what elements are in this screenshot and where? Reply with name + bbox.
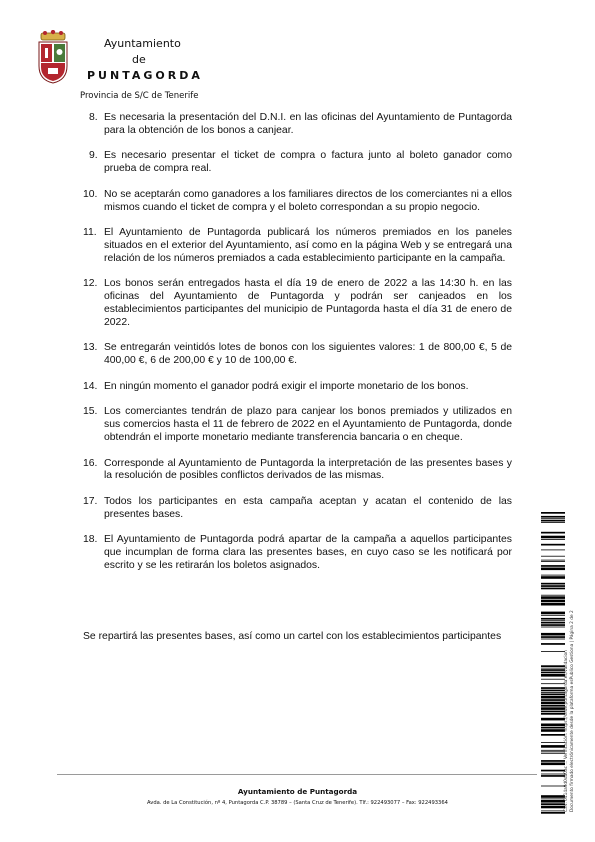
barcode-stripe — [541, 600, 565, 603]
barcode-stripe — [541, 512, 565, 514]
barcode-stripe — [541, 690, 565, 692]
barcode-stripe — [541, 727, 565, 729]
barcode-stripe — [541, 683, 565, 684]
barcode-stripe — [541, 603, 565, 606]
clause-item — [83, 495, 512, 522]
barcode-stripe — [541, 669, 565, 671]
barcode-stripe — [541, 585, 565, 587]
clause-number: 9. — [89, 150, 98, 162]
barcode-stripe — [541, 596, 565, 599]
barcode-stripe — [541, 674, 565, 677]
barcode-stripe — [541, 618, 565, 620]
barcode-stripe — [541, 622, 565, 624]
barcode-stripe — [541, 702, 565, 705]
barcode-stripe — [541, 786, 565, 787]
barcode-stripe — [541, 568, 565, 571]
clause-text: Corresponde al Ayuntamiento de Puntagorda la interpretación de las presentes bases y la resolución de posibles conflictos derivados de las mismas. — [104, 457, 512, 482]
clause-number: 13. — [83, 342, 98, 354]
barcode-stripe — [541, 575, 565, 576]
barcode-stripe — [541, 544, 565, 546]
barcode-stripe — [541, 583, 565, 585]
clause-number: 12. — [83, 278, 98, 290]
barcode-stripe — [541, 565, 565, 567]
clause-number: 10. — [83, 188, 98, 200]
barcode-stripe — [541, 694, 565, 696]
barcode-stripe — [541, 713, 565, 715]
barcode-stripe — [541, 539, 565, 540]
clause-item — [83, 380, 512, 394]
barcode-stripe — [541, 620, 565, 621]
barcode-stripe — [541, 532, 565, 534]
barcode-stripe — [541, 692, 565, 693]
barcode-stripe — [541, 795, 565, 798]
clause-item — [83, 457, 512, 484]
verification-line-1: CSV: 0414a9d0da0ac ... Verificación: https://sede.puntagorda.es/validacion — [564, 650, 569, 812]
barcode-stripe — [541, 576, 565, 579]
clause-number: 18. — [83, 534, 98, 546]
org-name-line2: de — [132, 53, 146, 66]
clause-item — [83, 342, 512, 368]
barcode-stripe — [541, 800, 565, 803]
clause-text: El Ayuntamiento de Puntagorda podrá apartar de la campaña a aquellos participantes que incumplan de forma clara las presentes bases, en cuyo caso se les notificará por escrito y se les retirarán los boletos asignados. — [104, 534, 512, 571]
barcode-stripe — [541, 516, 565, 518]
barcode-stripe — [541, 812, 565, 814]
verification-line-2: Documento firmado electrónicamente desde la plataforma esPublico Gestiona | Página 2 de 2 — [570, 610, 575, 812]
barcode-stripe — [541, 742, 565, 743]
closing-paragraph: Se repartirá las presentes bases, así como un cartel con los establecimientos participantes — [83, 631, 502, 642]
barcode-stripe — [541, 522, 565, 523]
barcode-stripe — [541, 803, 565, 805]
barcode-stripe — [541, 763, 565, 766]
clause-text: Es necesario presentar el ticket de compra o factura junto al boleto ganador como prueba de compra real. — [104, 150, 512, 175]
barcode-stripe — [541, 672, 565, 674]
org-name-line1: Ayuntamiento — [104, 37, 181, 50]
clauses-list — [83, 112, 512, 585]
barcode-stripe — [541, 561, 565, 562]
barcode-stripe — [541, 750, 565, 751]
barcode-stripe — [541, 811, 565, 812]
barcode-stripe — [541, 707, 565, 710]
barcode-stripe — [541, 636, 565, 638]
barcode-stripe — [541, 729, 565, 732]
barcode-stripe — [541, 520, 565, 522]
clause-number: 11. — [83, 227, 97, 239]
barcode-stripe — [541, 633, 565, 636]
barcode-stripe — [541, 536, 565, 539]
barcode-stripe — [541, 774, 565, 775]
barcode-stripe — [541, 696, 565, 699]
barcode-stripe — [541, 643, 565, 645]
barcode-stripe — [541, 615, 565, 616]
barcode-stripe — [541, 595, 565, 596]
barcode-stripe — [541, 775, 565, 777]
clause-text: El Ayuntamiento de Puntagorda publicará los números premiados en los paneles situados en el exterior del Ayuntamiento, así como en la página Web y se entregará una relación de los números premiados a cada establecimiento participante en la campaña. — [104, 227, 512, 264]
barcode-stripe — [541, 718, 565, 721]
barcode-stripe — [541, 711, 565, 713]
barcode-stripe — [541, 724, 565, 727]
clause-item — [83, 227, 512, 265]
clause-text: En ningún momento el ganador podrá exigir el importe monetario de los bonos. — [104, 380, 469, 392]
clause-number: 17. — [83, 495, 98, 507]
coat-of-arms-icon — [36, 30, 70, 84]
barcode-stripe — [541, 705, 565, 707]
barcode-stripe — [541, 806, 565, 809]
barcode-stripe — [541, 588, 565, 590]
clause-item — [83, 278, 512, 329]
barcode-stripe — [541, 651, 565, 652]
barcode-stripe — [541, 753, 565, 754]
clause-number: 15. — [83, 406, 98, 418]
barcode-stripe — [541, 612, 565, 615]
clause-item — [83, 406, 512, 444]
org-name-line3: PUNTAGORDA — [87, 69, 203, 82]
barcode-stripe — [541, 560, 565, 561]
clause-item — [89, 150, 512, 176]
clause-item — [89, 112, 512, 138]
barcode-stripe — [541, 745, 565, 748]
clause-text: No se aceptarán como ganadores a los familiares directos de los comerciantes ni a ellos mismos cuando el ticket de compra y el boleto correspondan a su propio negocio. — [104, 188, 512, 213]
footer-divider — [57, 774, 537, 775]
clause-item — [83, 534, 512, 572]
footer-title: Ayuntamiento de Puntagorda — [237, 787, 358, 796]
clause-number: 8. — [89, 112, 98, 123]
verification-stamp-text — [564, 610, 576, 812]
clause-number: 14. — [83, 380, 98, 392]
barcode-stripe — [541, 556, 565, 557]
clause-item — [83, 188, 512, 215]
org-province: Provincia de S/C de Tenerife — [80, 91, 199, 101]
clause-text: Los comerciantes tendrán de plazo para canjear los bonos premiados y utilizados en sus comercios hasta el 11 de febrero de 2022 en el Ayuntamiento de Puntagorda, donde obtendrán el importe monetario mediante transferencia bancaria o en cheque. — [104, 406, 512, 443]
barcode-stripe — [541, 668, 565, 669]
barcode-stripe — [541, 639, 565, 640]
barcode-stripe — [541, 627, 565, 628]
barcode-stripe — [541, 687, 565, 689]
barcode-stripe — [541, 679, 565, 680]
barcode-stripe — [541, 550, 565, 551]
barcode-stripe — [541, 760, 565, 762]
barcode-stripe — [541, 799, 565, 800]
barcode-stripe — [541, 734, 565, 736]
barcode-stripe — [541, 751, 565, 752]
clause-text: Los bonos serán entregados hasta el día 19 de enero de 2022 a las 14:30 h. en las oficinas del Ayuntamiento de Puntagorda y podrán ser canjeados en los establecimientos participantes del municipio de Puntagorda hasta el día 31 de enero de 2022. — [104, 278, 512, 328]
barcode-stripe — [541, 665, 565, 667]
clause-text: Se entregarán veintidós lotes de bonos con los siguientes valores: 1 de 800,00 €, 5 de 400,00 €, 6 de 200,00 € y 10 de 100,00 €. — [104, 342, 512, 367]
barcode-icon — [541, 512, 565, 814]
clause-number: 16. — [83, 457, 98, 469]
barcode-stripe — [541, 624, 565, 626]
clause-text: Todos los participantes en esta campaña aceptan y acatan el contenido de las presentes bases. — [104, 495, 512, 520]
barcode-stripe — [541, 770, 565, 772]
clause-text: Es necesaria la presentación del D.N.I. en las oficinas del Ayuntamiento de Puntagorda para la obtención de los bonos a canjear. — [104, 112, 512, 136]
footer-address: Avda. de La Constitución, nº 4, Puntagorda C.P. 38789 – (Santa Cruz de Tenerife). Tlf.: 922493077 – Fax: 922493364 — [147, 800, 448, 806]
barcode-stripe — [541, 699, 565, 701]
barcode-stripe — [541, 518, 565, 519]
